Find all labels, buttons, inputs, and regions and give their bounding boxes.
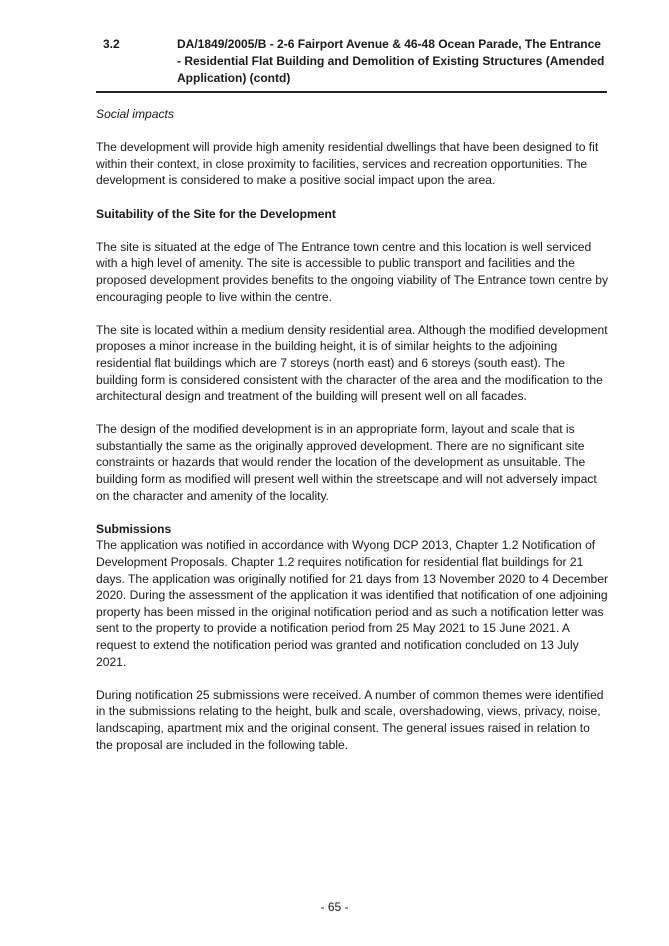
submissions-paragraph-1: The application was notified in accordance with Wyong DCP 2013, Chapter 1.2 Notification of Development Proposals. Chapter 1.2 requires notification for residential flat buildings for 21 days. The application was originally notified for 21 days from 13 November 2020 to 4 December 2020. During the assessment of the application it was identified that notification of one adjoining property has been missed in the original notification period and as such a notification letter was sent to the property to provide a notification period from 25 May 2021 to 15 June 2021. A request to extend the notification period was granted and notification concluded on 13 July 2021. [96,538,609,669]
item-title: DA/1849/2005/B - 2-6 Fairport Avenue & 46-48 Ocean Parade, The Entrance - Residential Flat Building and Demolition of Existing Structures (Amended Application) (contd) [177,37,605,85]
submissions-paragraph-2: During notification 25 submissions were received. A number of common themes were identified in the submissions relating to the height, bulk and scale, overshadowing, views, privacy, noise, landscaping, apartment mix and the original consent. The general issues raised in relation to the proposal are included in the following table. [96,687,604,752]
header-row [96,36,607,87]
suitability-heading: Suitability of the Site for the Development [96,206,336,221]
suitability-paragraph-2: The site is located within a medium density residential area. Although the modified development proposes a minor increase in the building height, it is of similar heights to the adjoining residential flat buildings which are 7 storeys (north east) and 6 storeys (south east). The building form is considered consistent with the character of the area and the modification to the architectural design and treatment of the building will present well on all facades. [96,322,608,404]
social-impacts-paragraph: The development will provide high amenity residential dwellings that have been designed to fit within their context, in close proximity to facilities, services and recreation opportunities. The development is considered to make a positive social impact upon the area. [96,140,599,188]
suitability-paragraph-1: The site is situated at the edge of The Entrance town centre and this location is well serviced with a high level of amenity. The site is accessible to public transport and facilities and the proposed development provides benefits to the ongoing viability of The Entrance town centre by encouraging people to live within the centre. [96,239,609,304]
suitability-paragraph-3: The design of the modified development is in an appropriate form, layout and scale that is substantially the same as the originally approved development. There are no significant site constraints or hazards that would render the location of the development as unsuitable. The building form as modified will present well within the streetscape and will not adversely impact on the character and amenity of the locality. [96,422,597,503]
page-number: - 65 - [320,900,349,914]
submissions-heading: Submissions [96,521,172,536]
social-impacts-heading: Social impacts [96,107,174,121]
item-number: 3.2 [103,37,120,51]
document-body [96,106,610,770]
page-header [96,36,607,93]
